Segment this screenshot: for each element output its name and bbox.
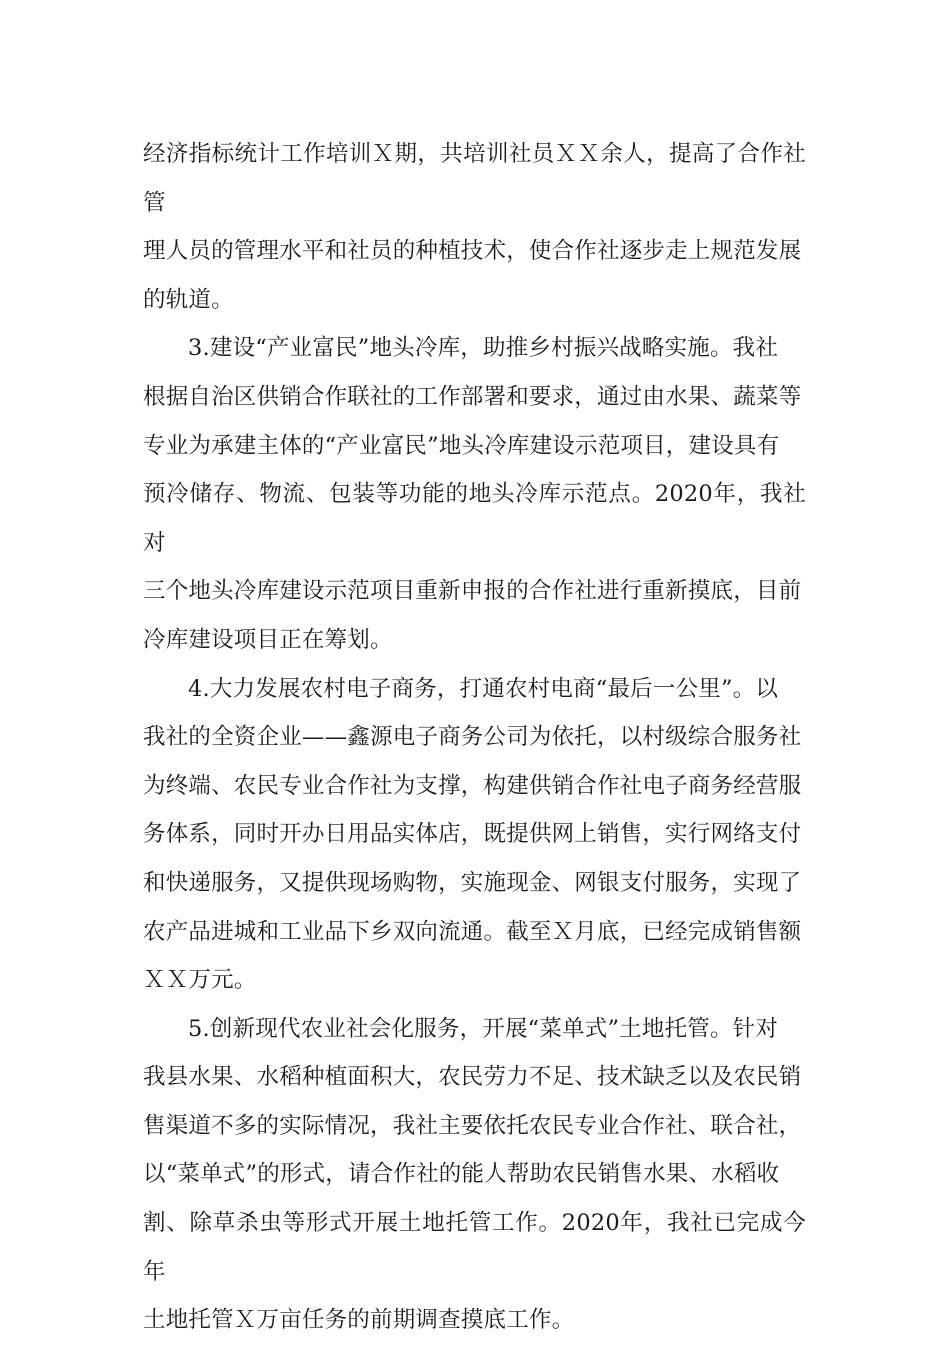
text-line: 专业为承建主体的“产业富民”地头冷库建设示范项目，建设具有 — [143, 432, 780, 459]
text-line: 务体系，同时开办日用品实体店，既提供网上销售，实行网络支付 — [143, 821, 802, 848]
text-line: 售渠道不多的实际情况，我社主要依托农民专业合作社、联合社， — [143, 1112, 802, 1139]
text-line: 5.创新现代农业社会化服务，开展“菜单式”土地托管。针对 — [188, 1015, 779, 1042]
paragraph-land-trusteeship — [143, 1005, 806, 1345]
text-line: ＸＸ万元。 — [143, 967, 257, 994]
text-line: 以“菜单式”的形式，请合作社的能人帮助农民销售水果、水稻收 — [143, 1161, 780, 1188]
document-body — [143, 130, 806, 1345]
text-line: 理人员的管理水平和社员的种植技术，使合作社逐步走上规范发展 — [143, 238, 802, 265]
text-line: 我县水果、水稻种植面积大，农民劳力不足、技术缺乏以及农民销 — [143, 1064, 802, 1091]
text-line: 根据自治区供销合作联社的工作部署和要求，通过由水果、蔬菜等 — [143, 383, 802, 410]
text-line: 经济指标统计工作培训Ｘ期，共培训社员ＸＸ余人，提高了合作社管 — [143, 141, 806, 216]
text-line: 预冷储存、物流、包装等功能的地头冷库示范点。2020年，我社对 — [143, 481, 806, 556]
text-line: 冷库建设项目正在筹划。 — [143, 626, 393, 653]
text-line: 4.大力发展农村电子商务，打通农村电商“最后一公里”。以 — [188, 675, 779, 702]
paragraph-ecommerce — [143, 665, 806, 1005]
text-line: 三个地头冷库建设示范项目重新申报的合作社进行重新摸底，目前 — [143, 578, 802, 605]
text-line: 的轨道。 — [143, 286, 234, 313]
text-line: 农产品进城和工业品下乡双向流通。截至Ｘ月底，已经完成销售额 — [143, 918, 802, 945]
text-line: 我社的全资企业——鑫源电子商务公司为依托，以村级综合服务社 — [143, 724, 802, 751]
text-line: 3.建设“产业富民”地头冷库，助推乡村振兴战略实施。我社 — [188, 335, 779, 362]
text-line: 为终端、农民专业合作社为支撑，构建供销合作社电子商务经营服 — [143, 772, 802, 799]
paragraph-training — [143, 130, 806, 324]
text-line: 割、除草杀虫等形式开展土地托管工作。2020年，我社已完成今年 — [143, 1210, 806, 1285]
text-line: 土地托管Ｘ万亩任务的前期调查摸底工作。 — [143, 1307, 575, 1334]
paragraph-cold-storage — [143, 324, 806, 664]
text-line: 和快递服务，又提供现场购物，实施现金、网银支付服务，实现了 — [143, 869, 802, 896]
